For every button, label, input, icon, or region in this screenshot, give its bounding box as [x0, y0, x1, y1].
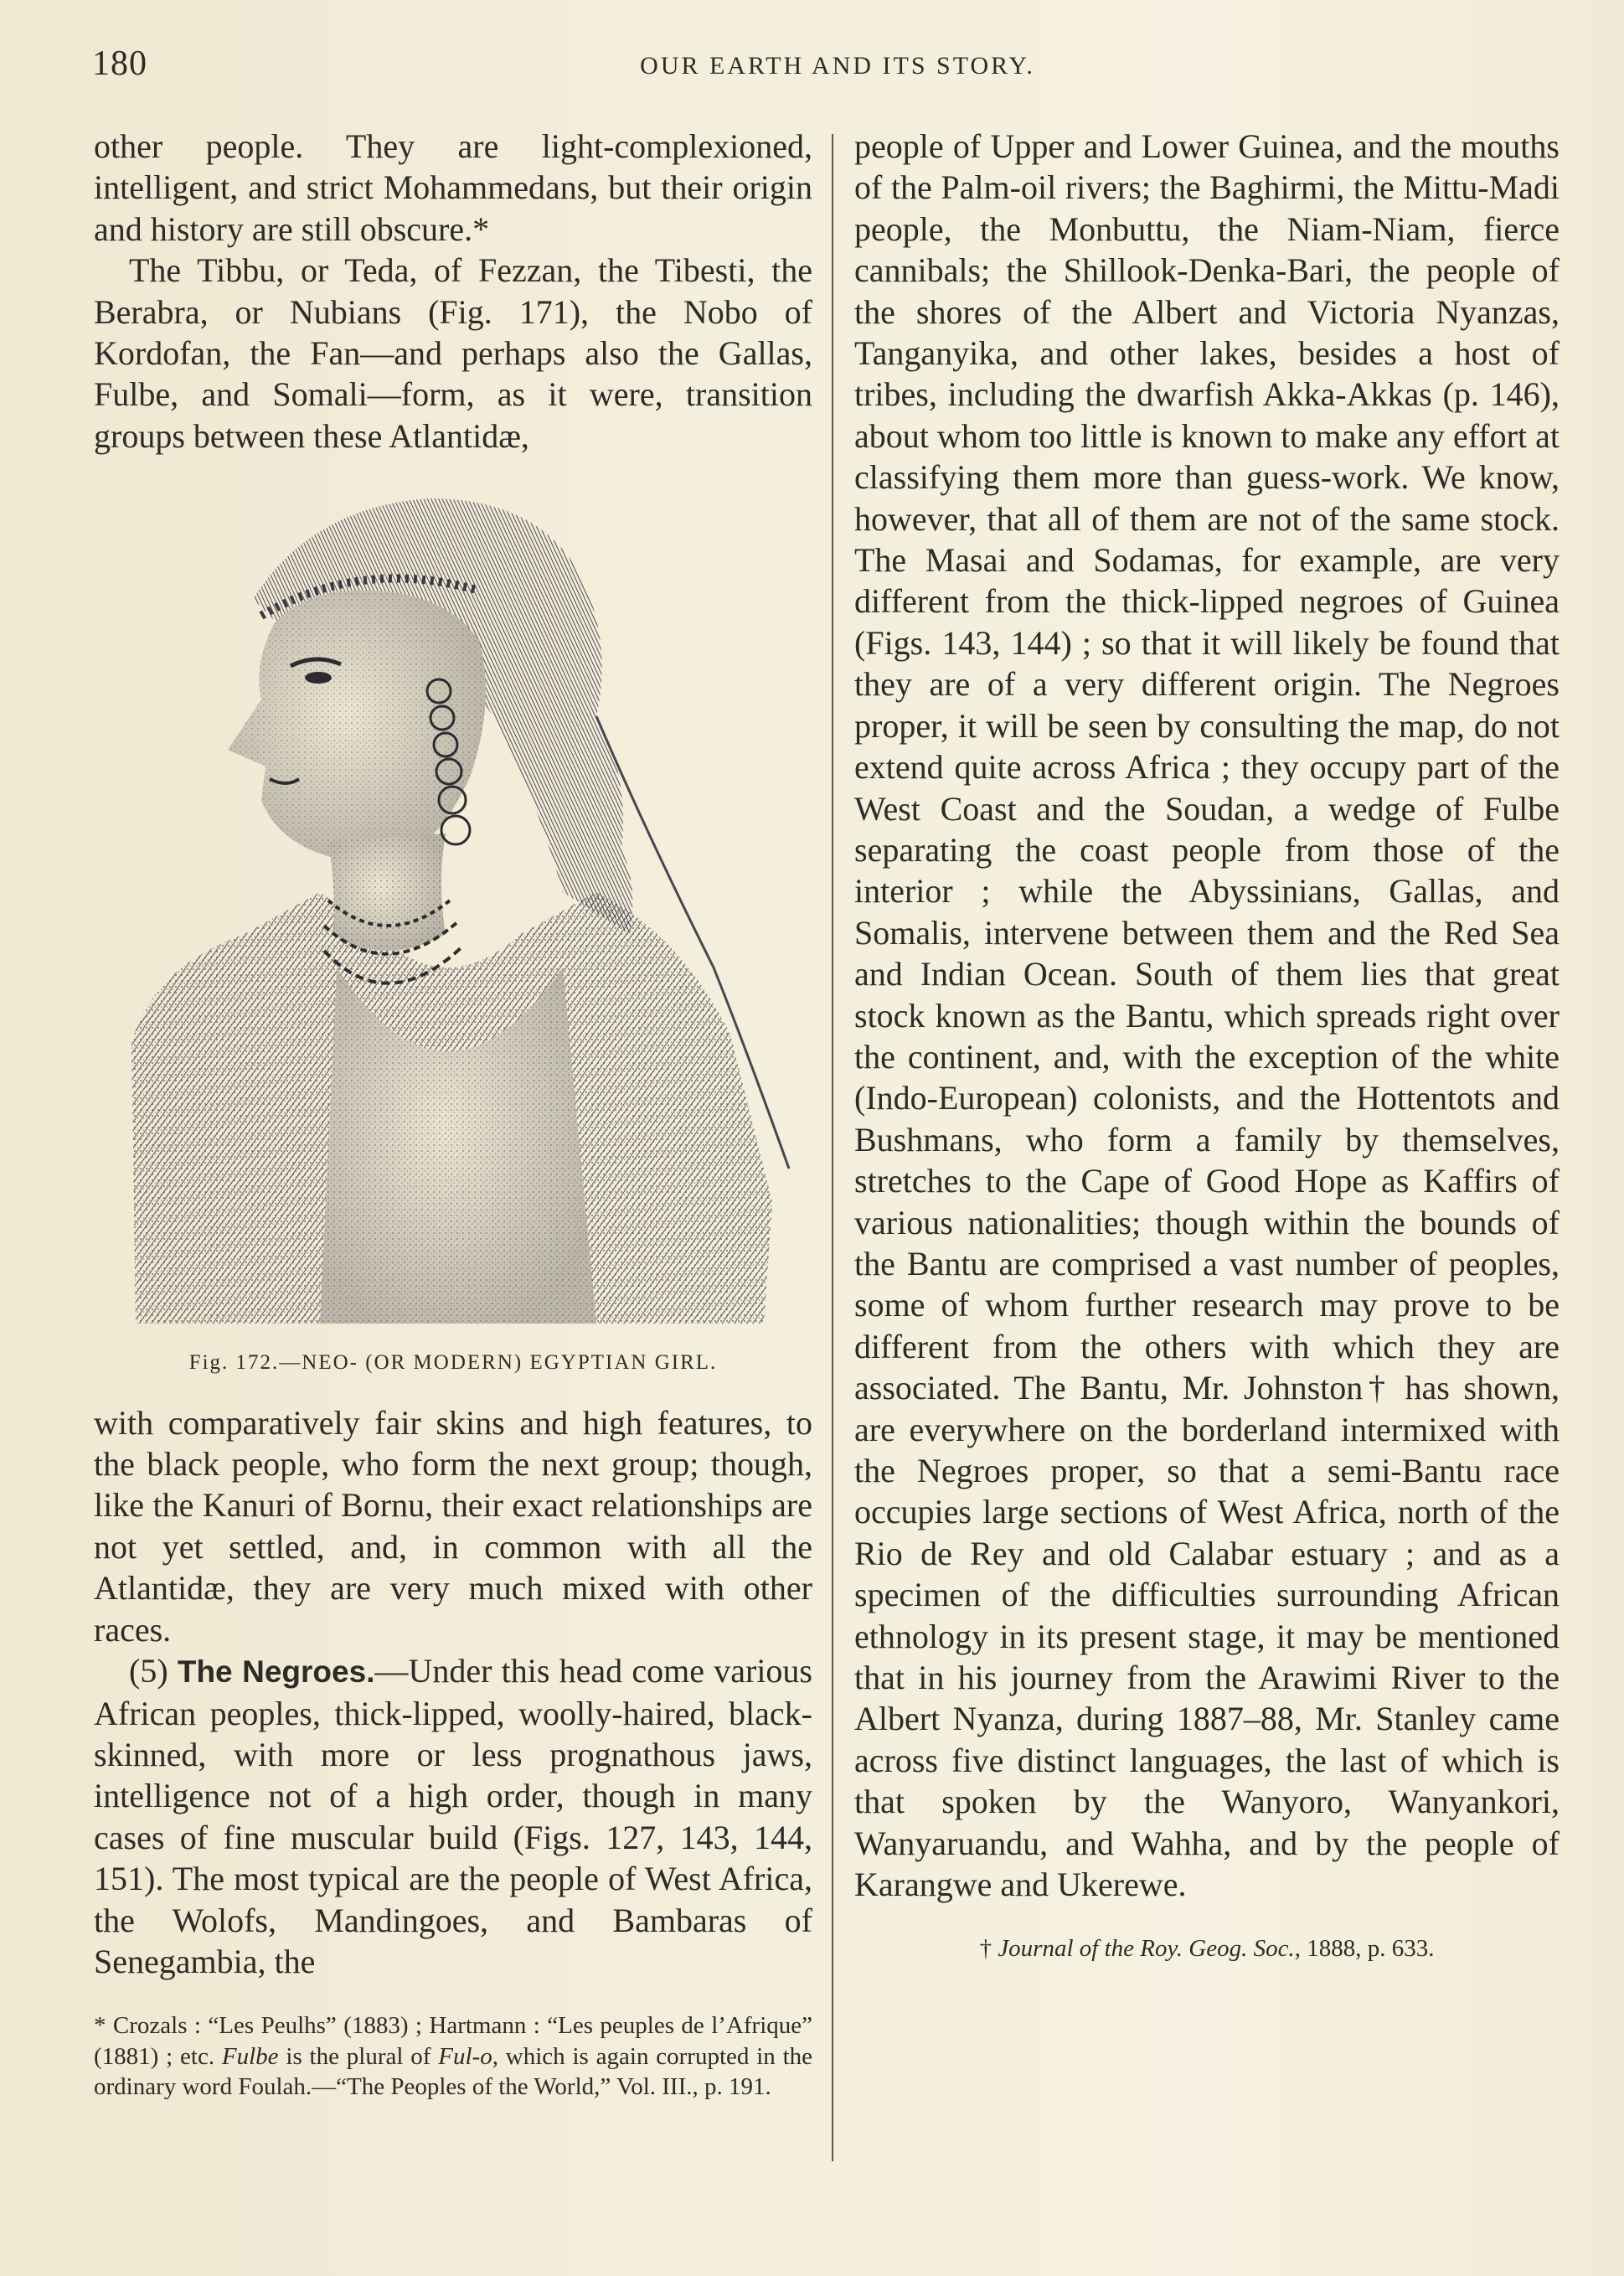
- paragraph-fair-skins: with comparatively fair skins and high features, to the black people, who form the next group; though, like the Kanuri of Bornu, their exact relationships are not yet settled, and, in common with all the Atlantidæ, they are very much mixed with other races.: [94, 1403, 812, 1649]
- column-divider: [832, 134, 833, 2161]
- paragraph-continuation: other people. They are light-complexioned, intelligent, and strict Mohammedans, but their origin and history are still obscure.*: [94, 127, 812, 248]
- right-column: [854, 126, 1560, 1970]
- section-body: —Under this head come various African peoples, thick-lipped, woolly-haired, black-skinned, with more or less prognathous jaws, intelligence not of a high order, though in many cases of fine muscular build (Figs. 127, 143, 144, 151). The most typical are the people of West Africa, the Wolofs, Mandingoes, and Bambaras of Senegambia, the: [94, 1652, 812, 1980]
- figure-caption: Fig. 172.—NEO- (OR MODERN) EGYPTIAN GIRL.: [188, 1351, 718, 1375]
- section-number: (5): [129, 1652, 168, 1690]
- running-title: OUR EARTH AND ITS STORY.: [640, 52, 1035, 80]
- page-number: 180: [92, 44, 147, 83]
- egyptian-girl-engraving: [127, 498, 797, 1324]
- paragraph-negroes: [94, 1650, 812, 1982]
- paragraph-transition-groups: The Tibbu, or Teda, of Fezzan, the Tibesti, the Berabra, or Nubians (Fig. 171), the Nobo of Kordofan, the Fan—and perhaps also the Gallas, Fulbe, and Somali—form, as it were, transition groups between these Atlantidæ,: [94, 251, 812, 455]
- left-column: [94, 126, 812, 2103]
- footnote-journal: † Journal of the Roy. Geog. Soc., 1888, p. 633.: [979, 1935, 1435, 1963]
- footnote-crozals: * Crozals : “Les Peulhs” (1883) ; Hartmann : “Les peuples de l’Afrique” (1881) ; etc. Fulbe is the plural of Ful-o, which is again corrupted in the ordinary word Foulah.—“The Peoples of the World,” Vol. III., p. 191.: [94, 2012, 813, 2101]
- paragraph-guinea-peoples: people of Upper and Lower Guinea, and the mouths of the Palm-oil rivers; the Baghirmi, the Mittu-Madi people, the Monbuttu, the Niam-Niam, fierce cannibals; the Shillook-Denka-Bari, the people of the shores of the Albert and Victoria Nyanzas, Tanganyika, and other lakes, besides a host of tribes, including the dwarfish Akka-Akkas (p. 146), about whom too little is known to make any effort at classifying them more than guess-work. We know, however, that all of them are not of the same stock. The Masai and Sodamas, for example, are very different from the thick-lipped negroes of Guinea (Figs. 143, 144) ; so that it will likely be found that they are of a very different origin. The Negroes proper, it will be seen by consulting the map, do not extend quite across Africa ; they occupy part of the West Coast and the Soudan, a wedge of Fulbe separating the coast people from those of the interior ; while the Abyssinians, Gallas, and Somalis, intervene between them and the Red Sea and Indian Ocean. South of them lies that great stock known as the Bantu, which spreads right over the continent, and, with the exception of the white (Indo-European) colonists, and the Hottentots and Bushmans, who form a family by themselves, stretches to the Cape of Good Hope as Kaffirs of various nationalities; though within the bounds of the Bantu are comprised a vast number of peoples, some of whom further research may prove to be different from the others with which they are associated. The Bantu, Mr. Johnston† has shown, are everywhere on the borderland intermixed with the Negroes proper, so that a semi-Bantu race occupies large sections of West Africa, north of the Rio de Rey and old Calabar estuary ; and as a specimen of the difficulties surrounding African ethnology in its present stage, it may be mentioned that in his journey from the Arawimi River to the Albert Nyanza, during 1887–88, Mr. Stanley came across five distinct languages, the last of which is that spoken by the Wanyoro, Wanyankori, Wanyaruandu, and Wahha, and by the people of Karangwe and Ukerewe.: [854, 127, 1560, 1904]
- section-heading: The Negroes.: [177, 1654, 375, 1690]
